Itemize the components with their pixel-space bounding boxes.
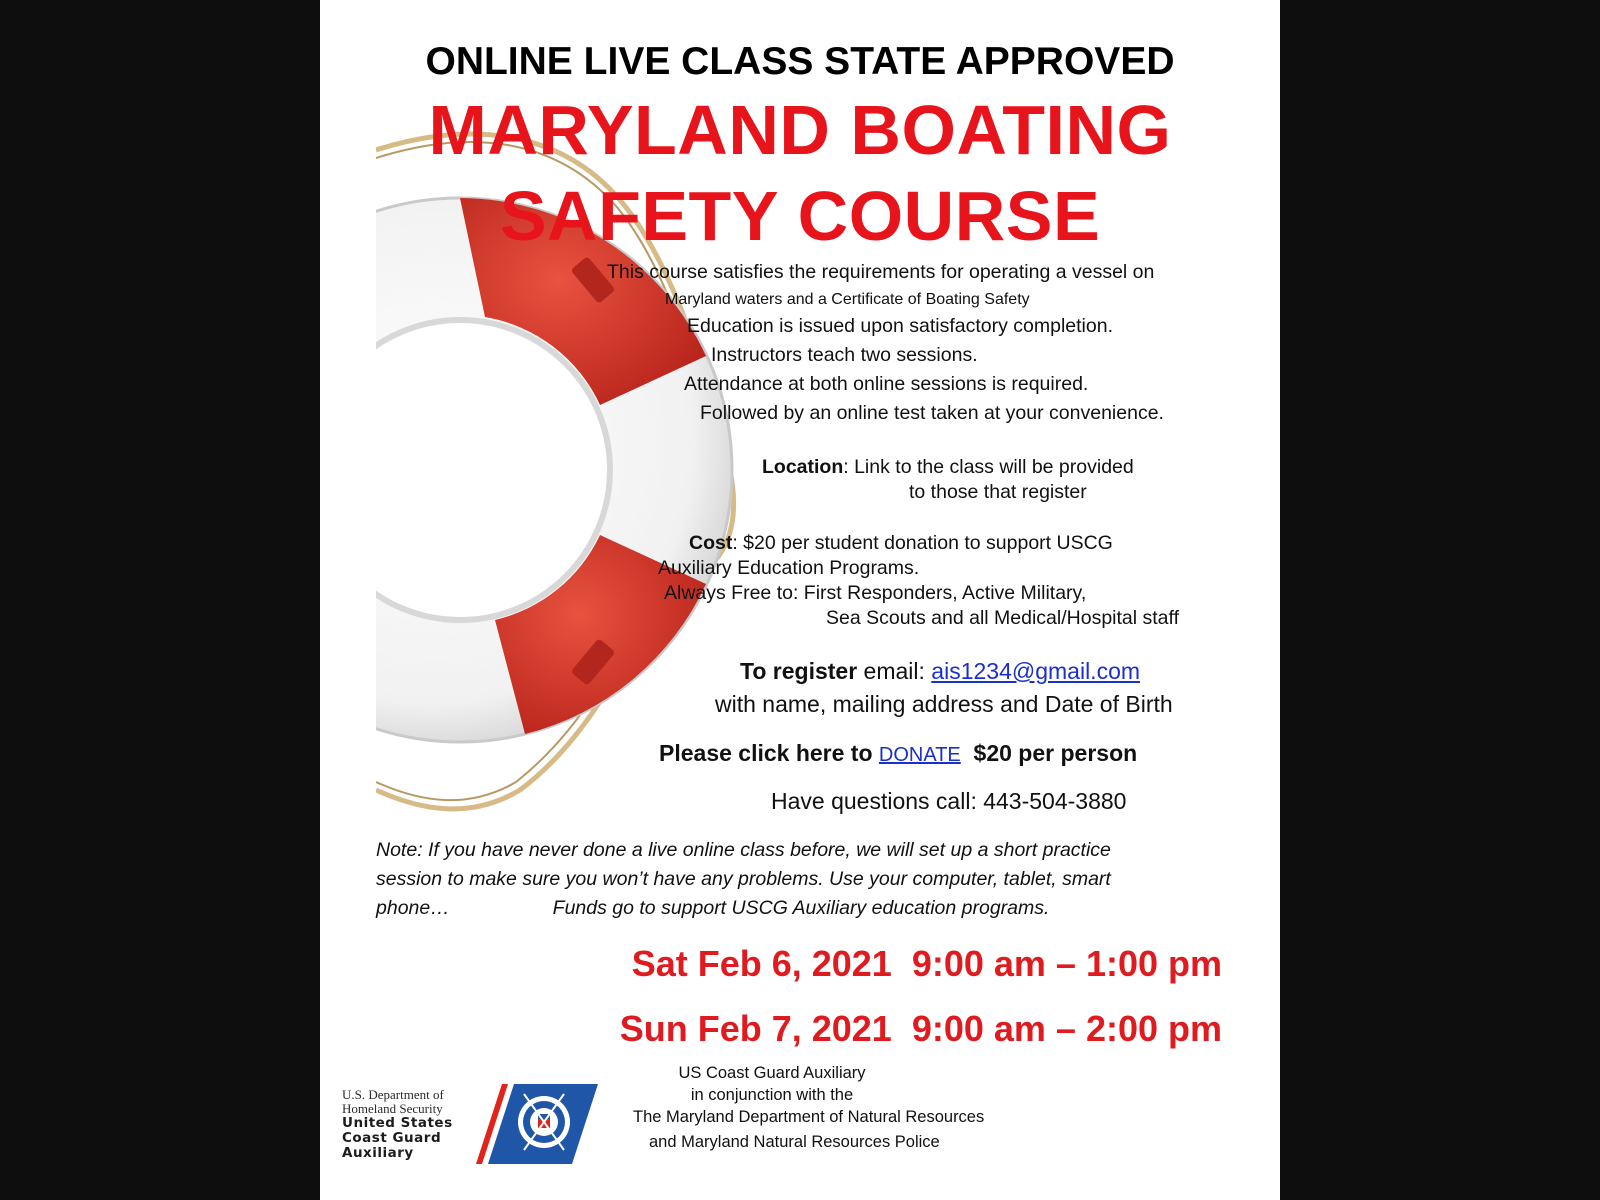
headline: ONLINE LIVE CLASS STATE APPROVED [425,40,1175,83]
donate-link[interactable]: DONATE [878,744,961,766]
location-label: Location [762,456,844,478]
footer-line: The Maryland Department of Natural Resources [633,1108,985,1126]
location-line [762,456,1134,479]
intro-line: Attendance at both online sessions is required. [684,373,1089,395]
note-line: Note: If you have never done a live online class before, we will set up a short practice [376,839,1111,861]
cost-line4: Sea Scouts and all Medical/Hospital staff [826,607,1179,629]
intro-line: Followed by an online test taken at your convenience. [700,402,1164,424]
footer-line: and Maryland Natural Resources Police [649,1133,940,1151]
register-line [740,658,1140,685]
cost-line2: Auxiliary Education Programs. [658,557,920,579]
cost-line [689,532,1113,555]
agency-line: Auxiliary [342,1145,414,1161]
uscg-auxiliary-wordmark [342,1088,472,1161]
register-email-prefix: email: [857,658,932,684]
donate-prefix: Please click here to [659,740,879,766]
location-line2: to those that register [909,481,1087,503]
intro-line: This course satisfies the requirements for operating a vessel on [607,261,1155,283]
cost-label: Cost [689,532,733,554]
donate-suffix: $20 per person [960,740,1138,766]
cost-line3: Always Free to: First Responders, Active Military, [664,582,1087,604]
phone-line: Have questions call: 443-504-3880 [771,788,1127,814]
agency-line: Coast Guard [342,1130,442,1146]
course-title-line1: MARYLAND BOATING [428,91,1172,169]
flyer-page [320,0,1280,1200]
intro-line: Education is issued upon satisfactory completion. [687,315,1113,337]
register-label: To register [740,658,858,684]
register-details: with name, mailing address and Date of Birth [715,691,1173,717]
session-date-2: Sun Feb 7, 2021 9:00 am – 2:00 pm [619,1008,1222,1049]
session-date-1: Sat Feb 6, 2021 9:00 am – 1:00 pm [631,943,1222,984]
uscg-emblem-icon [458,1084,598,1164]
donate-line [659,740,1137,767]
note-line: phone… Funds go to support USCG Auxiliary education programs. [376,897,1050,919]
intro-line: Maryland waters and a Certificate of Boating Safety [665,291,1030,308]
footer-line: US Coast Guard Auxiliary [678,1064,866,1082]
agency-line: U.S. Department of [342,1087,444,1102]
agency-line: Homeland Security [342,1101,443,1116]
cost-text: : $20 per student donation to support USCG [732,532,1113,554]
intro-line: Instructors teach two sessions. [711,344,978,366]
location-text: : Link to the class will be provided [843,456,1134,478]
agency-line: United States [342,1115,453,1131]
register-email-link[interactable]: ais1234@gmail.com [931,658,1141,684]
note-line: session to make sure you won’t have any problems. Use your computer, tablet, smart [376,868,1111,890]
course-title-line2: SAFETY COURSE [499,177,1101,255]
footer-line: in conjunction with the [690,1086,854,1104]
